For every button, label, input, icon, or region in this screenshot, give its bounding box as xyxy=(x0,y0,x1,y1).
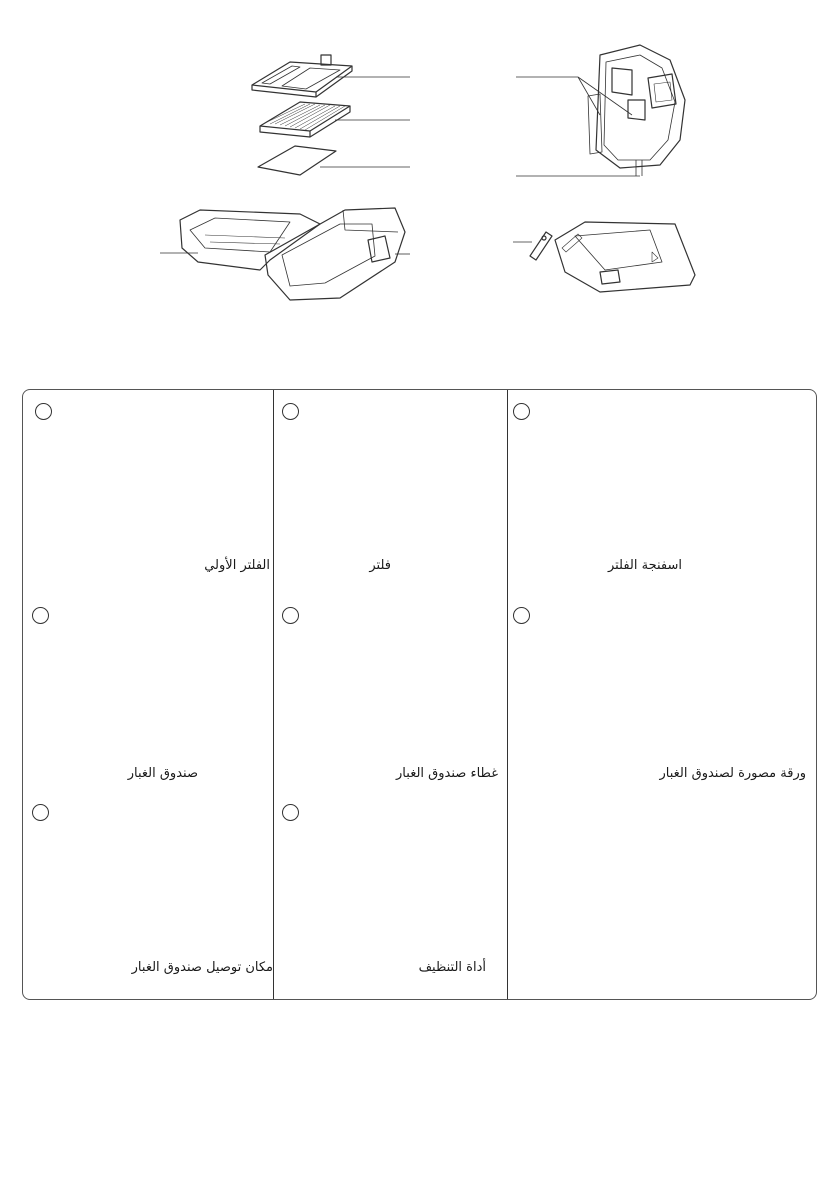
part-label-dust-box: صندوق الغبار xyxy=(127,766,198,781)
dust-box-drawing xyxy=(160,208,410,300)
part-label-primary-filter: الفلتر الأولي xyxy=(204,558,270,573)
part-number-circle xyxy=(513,607,530,624)
dust-box-connector-drawing xyxy=(516,45,685,176)
part-label-dust-box-cover: غطاء صندوق الغبار xyxy=(396,766,498,781)
part-number-circle xyxy=(513,403,530,420)
column-divider xyxy=(273,390,274,999)
primary-filter-drawing xyxy=(252,55,410,97)
parts-table xyxy=(22,389,817,1000)
part-label-filter-sponge: اسفنجة الفلتر xyxy=(607,558,682,573)
part-number-circle xyxy=(35,403,52,420)
part-number-circle xyxy=(282,804,299,821)
part-label-dust-box-connector: مكان توصيل صندوق الغبار xyxy=(131,960,273,975)
part-number-circle xyxy=(282,403,299,420)
cleaning-tool-drawing xyxy=(513,222,695,292)
part-label-dust-box-paper: ورقة مصورة لصندوق الغبار xyxy=(659,766,806,781)
part-label-cleaning-tool: أداة التنظيف xyxy=(418,960,486,975)
filter-sponge-drawing xyxy=(258,146,410,175)
part-number-circle xyxy=(282,607,299,624)
part-number-circle xyxy=(32,804,49,821)
parts-illustration xyxy=(0,0,840,330)
part-label-filter: فلتر xyxy=(369,558,391,573)
part-number-circle xyxy=(32,607,49,624)
column-divider xyxy=(507,390,508,999)
filter-drawing xyxy=(260,102,410,137)
